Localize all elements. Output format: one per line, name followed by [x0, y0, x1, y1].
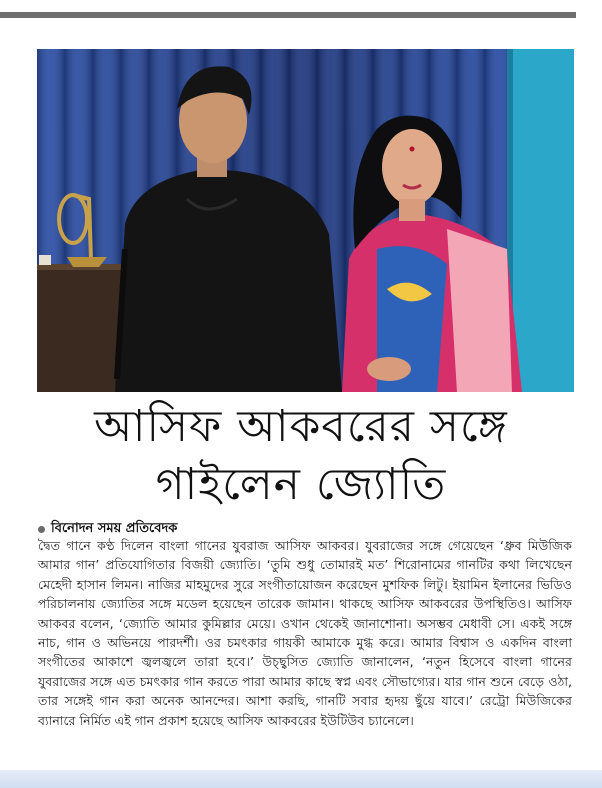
bullet-icon: [38, 526, 45, 533]
byline-text: বিনোদন সময় প্রতিবেদক: [51, 521, 178, 536]
headline: [20, 398, 582, 514]
bottom-band: [0, 770, 602, 788]
top-divider: [0, 12, 576, 18]
article-photo: [37, 49, 574, 392]
article-body: দ্বৈত গানে কণ্ঠ দিলেন বাংলা গানের যুবরাজ আসিফ আকবর। যুবরাজের সঙ্গে গেয়েছেন ‘ধ্রুব মিউজিক আমার গান’ প্রতিযোগিতার বিজয়ী জ্যোতি। ‘তুমি শুধু তোমারই মত’ শিরোনামের গানটির কথা লিখেছেন মেহেদী হাসান লিমন। নাজির মাহমুদের সুরে সংগীতায়োজন করেছেন মুশফিক লিটু। ইয়ামিন ইলানের ভিডিও পরিচালনায় জ্যোতির সঙ্গে মডেল হয়েছেন তারেক জামান। থাকছে আসিফ আকবরের উপস্থিতিও। আসিফ আকবর বলেন, ‘জ্যোতি আমার কুমিল্লার মেয়ে। ওখান থেকেই জানাশোনা। অসম্ভব মেধাবী সে। একই সঙ্গে নাচ, গান ও অভিনয়ে পারদর্শী। ওর চমৎকার গায়কী আমাকে মুগ্ধ করে। আমার বিশ্বাস ও একদিন বাংলা সংগীতের আকাশে জ্বলজ্বলে তারা হবে।’ উচ্ছ্বসিত জ্যোতি জানালেন, ‘নতুন হিসেবে বাংলা গানের যুবরাজের সঙ্গে এত চমৎকার গান করতে পারা আমার কাছে স্বপ্ন এবং সৌভাগ্যের। যার গান শুনে বেড়ে ওঠা, তার সঙ্গেই গান করা অনেক আনন্দের। আশা করছি, গানটি সবার হৃদয় ছুঁয়ে যাবে।’ রেট্রো মিউজিকের ব্যানারে নির্মিত এই গান প্রকাশ হয়েছে আসিফ আকবরের ইউটিউব চ্যানেলে।: [38, 538, 572, 728]
headline-line-1: আসিফ আকবরের সঙ্গে: [94, 401, 508, 452]
headline-line-2: গাইলেন জ্যোতি: [155, 459, 447, 510]
